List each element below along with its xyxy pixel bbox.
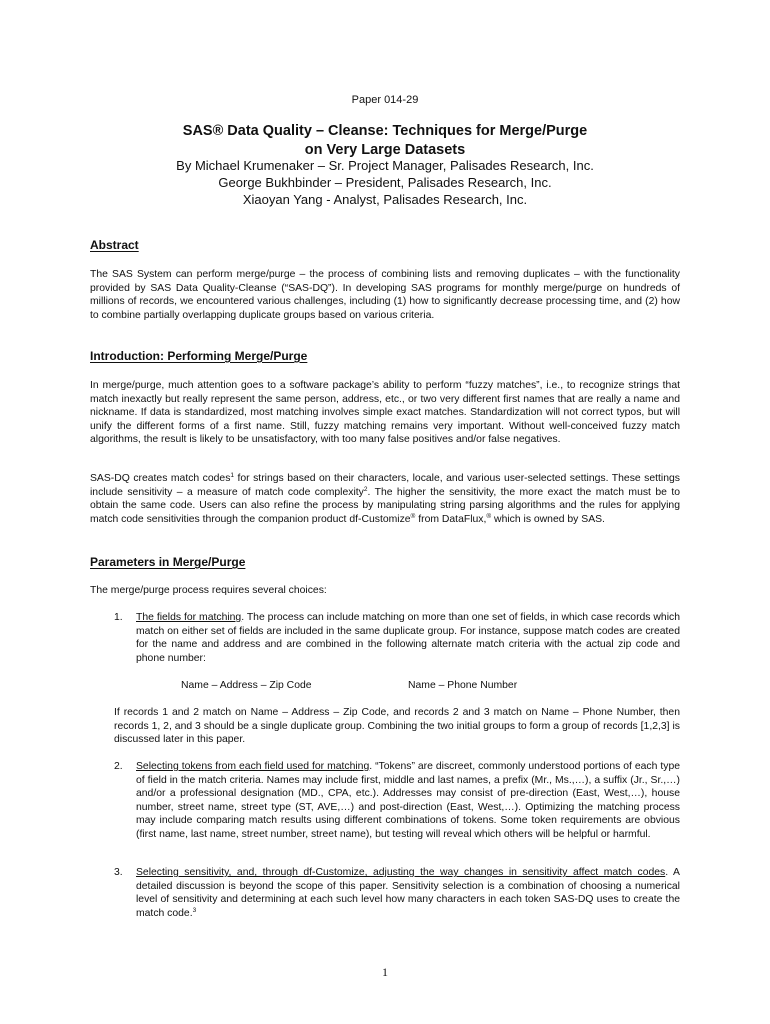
intro-heading: Introduction: Performing Merge/Purge <box>90 349 308 363</box>
list-item-3-title: Selecting sensitivity, and, through df-Customize, adjusting the way changes in sensitivity affect match codes <box>136 867 666 878</box>
abstract-heading: Abstract <box>90 238 139 252</box>
list-item-1-number: 1. <box>114 612 123 623</box>
paper-title <box>0 122 770 160</box>
paper-number: Paper 014-29 <box>351 94 419 106</box>
author-3: Xiaoyan Yang - Analyst, Palisades Research, Inc. <box>242 192 528 207</box>
intro-paragraph-2: SAS-DQ creates match codes$^1$ for strings based on their characters, locale, and various user-selected settings. These settings include sensitivity – a measure of match code complexity$^2$. The higher the sensitivity, the more exact the match must be to obtain the same code. Users can also refine the process by manipulating string parsing algorithms and the rules for applying match code sensitivities through the companion product df-Customize® from DataFlux,® which is owned by SAS. <box>90 472 680 525</box>
intro-paragraph-1: In merge/purge, much attention goes to a software package’s ability to perform “fuzzy matches”, i.e., to recognize strings that match inexactly but really represent the same person, address, etc., or two very different first names that are really a name and nickname. If data is standardized, most matching involves simple exact matches. Standardization will not correct typos, but will unify the different forms of a first name. Still, fuzzy matching remains very important. Without well-conceived fuzzy match algorithms, the result is likely to be unsatisfactory, with too many false positives and/or false negatives. <box>90 380 680 446</box>
list-item-3: Selecting sensitivity, and, through df-Customize, adjusting the way changes in sensitivity affect match codes. A detailed discussion is beyond the scope of this paper. Sensitivity selection is a combination of choosing a numerical level of sensitivity and determining at each such level how many characters in each token SAS-DQ uses to create the match code.$^3$ <box>136 867 680 919</box>
list-item-2-number: 2. <box>114 761 123 772</box>
list-item-3-number: 3. <box>114 867 123 878</box>
match-criteria-2: Name – Phone Number <box>408 680 518 691</box>
abstract-text: The SAS System can perform merge/purge – the process of combining lists and removing duplicates – with the functionality provided by SAS Data Quality-Cleanse (“SAS-DQ”). In developing SAS programs for monthly merge/purge on hundreds of millions of records, we encountered various challenges, including (1) how to significantly decrease processing time, and (2) how to combine partially overlapping duplicate groups based on various criteria. <box>90 269 680 321</box>
title-line-2: on Very Large Datasets <box>304 142 466 158</box>
list-item-1-title: The fields for matching <box>136 612 242 623</box>
page-number: 1 <box>382 965 388 979</box>
list-item-2-title: Selecting tokens from each field used for matching <box>136 761 370 772</box>
match-criteria-1: Name – Address – Zip Code <box>181 680 312 691</box>
author-list <box>0 157 770 208</box>
list-item-2: Selecting tokens from each field used for matching. “Tokens” are discreet, commonly understood portions of each type of field in the match criteria. Names may include first, middle and last names, a prefix (Mr., Ms.,…), a suffix (Jr., Sr.,…) and/or a professional designation (MD., CPA, etc.). Addresses may consist of pre-direction (East, West,…), house number, street name, street type (ST, AVE,…) and post-direction (East, West,…). Optimizing the matching process may include comparing match results using different combinations of tokens. Some token requirements are obvious (first name, last name, street number, street name), but testing will reveal which others will be helpful or harmful. <box>136 761 681 840</box>
title-line-1: SAS® Data Quality – Cleanse: Techniques for Merge/Purge <box>182 123 588 139</box>
author-2: George Bukhbinder – President, Palisades Research, Inc. <box>218 175 552 190</box>
params-heading: Parameters in Merge/Purge <box>90 555 246 569</box>
author-1: By Michael Krumenaker – Sr. Project Manager, Palisades Research, Inc. <box>176 158 594 173</box>
list-item-1: The fields for matching. The process can include matching on more than one set of fields, in which case records which match on either set of fields are included in the same duplicate group. For instance, suppose match codes are created for the name and address and are combined in the following alternate match criteria with the actual zip code and phone number: <box>136 612 680 664</box>
params-intro: The merge/purge process requires several choices: <box>90 585 327 596</box>
list-item-1-followup: If records 1 and 2 match on Name – Address – Zip Code, and records 2 and 3 match on Name – Phone Number, then records 1, 2, and 3 should be a single duplicate group. Combining the two initial groups to form a group of records [1,2,3] is discussed later in this paper. <box>114 707 680 746</box>
